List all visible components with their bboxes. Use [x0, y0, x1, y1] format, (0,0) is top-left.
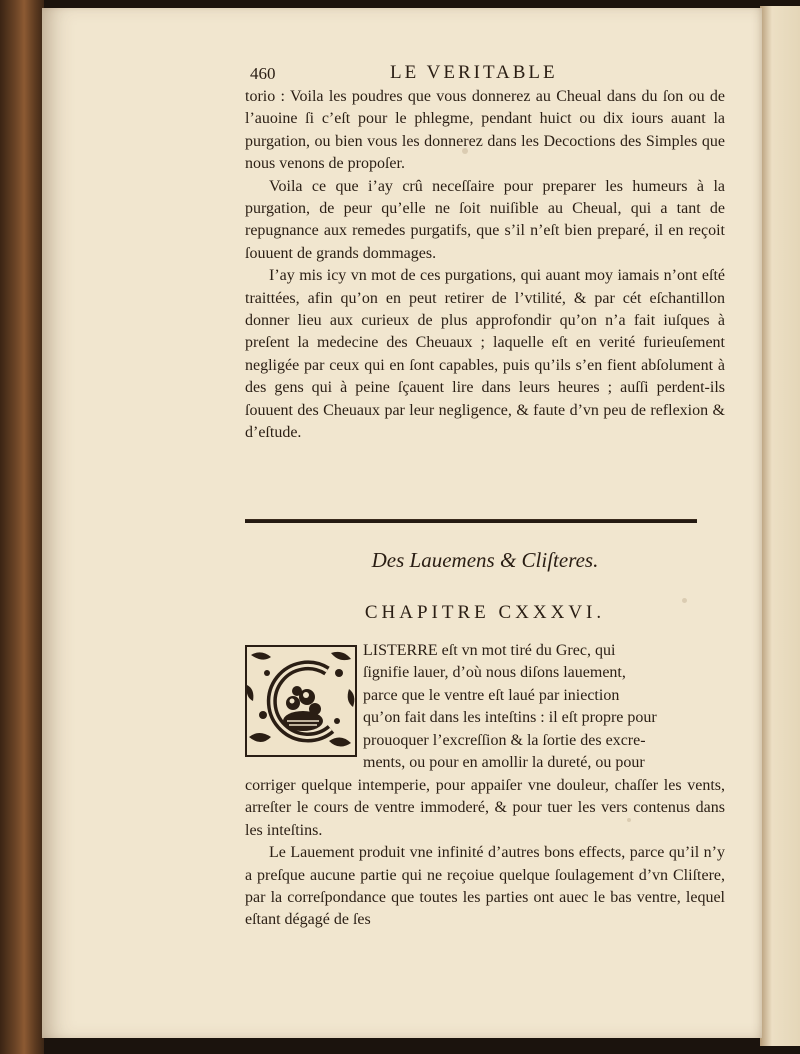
section-title: Des Lauemens & Cliſteres. — [371, 548, 599, 572]
book-binding — [0, 0, 44, 1054]
page-header — [250, 64, 720, 86]
paragraph: torio : Voila les poudres que vous donnerez au Cheual dans du ſon ou de l’auoine ſi c’eſt pour le phlegme, pendant huict ou dix iours auant la purgation, ou bien vous les donnerez dans les Decoctions des Simples que nous venons de propoſer. — [245, 88, 725, 173]
text-line: ments, ou pour en amollir la dureté, ou pour — [363, 754, 645, 772]
page-number: 460 — [250, 64, 276, 83]
chapter-opening-lines — [363, 640, 723, 774]
text-line: parce que le ventre eſt laué par iniection — [363, 686, 620, 704]
paragraph: corriger quelque intemperie, pour appaiſer vne douleur, chaſſer les vents, arreſter le cours de ventre immoderé, & pour tuer les vers contenus dans les inteſtins. — [245, 777, 725, 839]
body-text-top — [245, 86, 725, 445]
paragraph: Voila ce que i’ay crû neceſſaire pour preparer les humeurs à la purgation, de peur qu’elle ne ſoit nuiſible au Cheual, qui a tant de repugnance aux remedes purgatifs, que s’il n’eſt bien preparé, il en reçoit ſouuent de grands dommages. — [245, 177, 725, 262]
paragraph: I’ay mis icy vn mot de ces purgations, qui auant moy iamais n’ont eſté traittées, afin qu’on en peut retirer de l’vtilité, & par cét eſchantillon donner lieu aux curieux de plus approfondir qu’on n’a fait iuſques à preſent la medecine des Cheuaux ; laquelle eſt en verité furieuſement negligée par ceux qui en ſont capables, puis qu’ils s’en fient abſolument à des gens qui à peine ſçauent lire dans leurs heures ; auſſi perdent-ils ſouuent des Cheuaux par leur negligence, & faute d’vn peu de reflexion & d’eſtude. — [245, 267, 725, 442]
body-text-bottom — [245, 775, 725, 932]
text-line: ſignifie lauer, d’où nous diſons lauement, — [363, 664, 626, 682]
text-line: qu’on fait dans les inteſtins : il eſt propre pour — [363, 709, 657, 727]
decorated-initial-c-icon — [245, 645, 357, 757]
chapter-heading: CHAPITRE CXXXVI. — [364, 602, 606, 623]
paragraph: Le Lauement produit vne infinité d’autres bons effects, parce qu’il n’y a preſque aucune partie qui ne reçoiue quelque ſoulagement d’vn Cliſtere, par la correſpondance que toutes les parties ont auec le bas ventre, lequel eſtant dégagé de ſes — [245, 844, 725, 929]
facing-page-edge — [760, 6, 800, 1046]
section-divider — [245, 519, 697, 523]
running-title: LE VERITABLE — [390, 62, 558, 83]
text-line: prouoquer l’excreſſion & la ſortie des excre- — [363, 731, 646, 749]
text-line: LISTERRE eſt vn mot tiré du Grec, qui — [363, 642, 616, 659]
